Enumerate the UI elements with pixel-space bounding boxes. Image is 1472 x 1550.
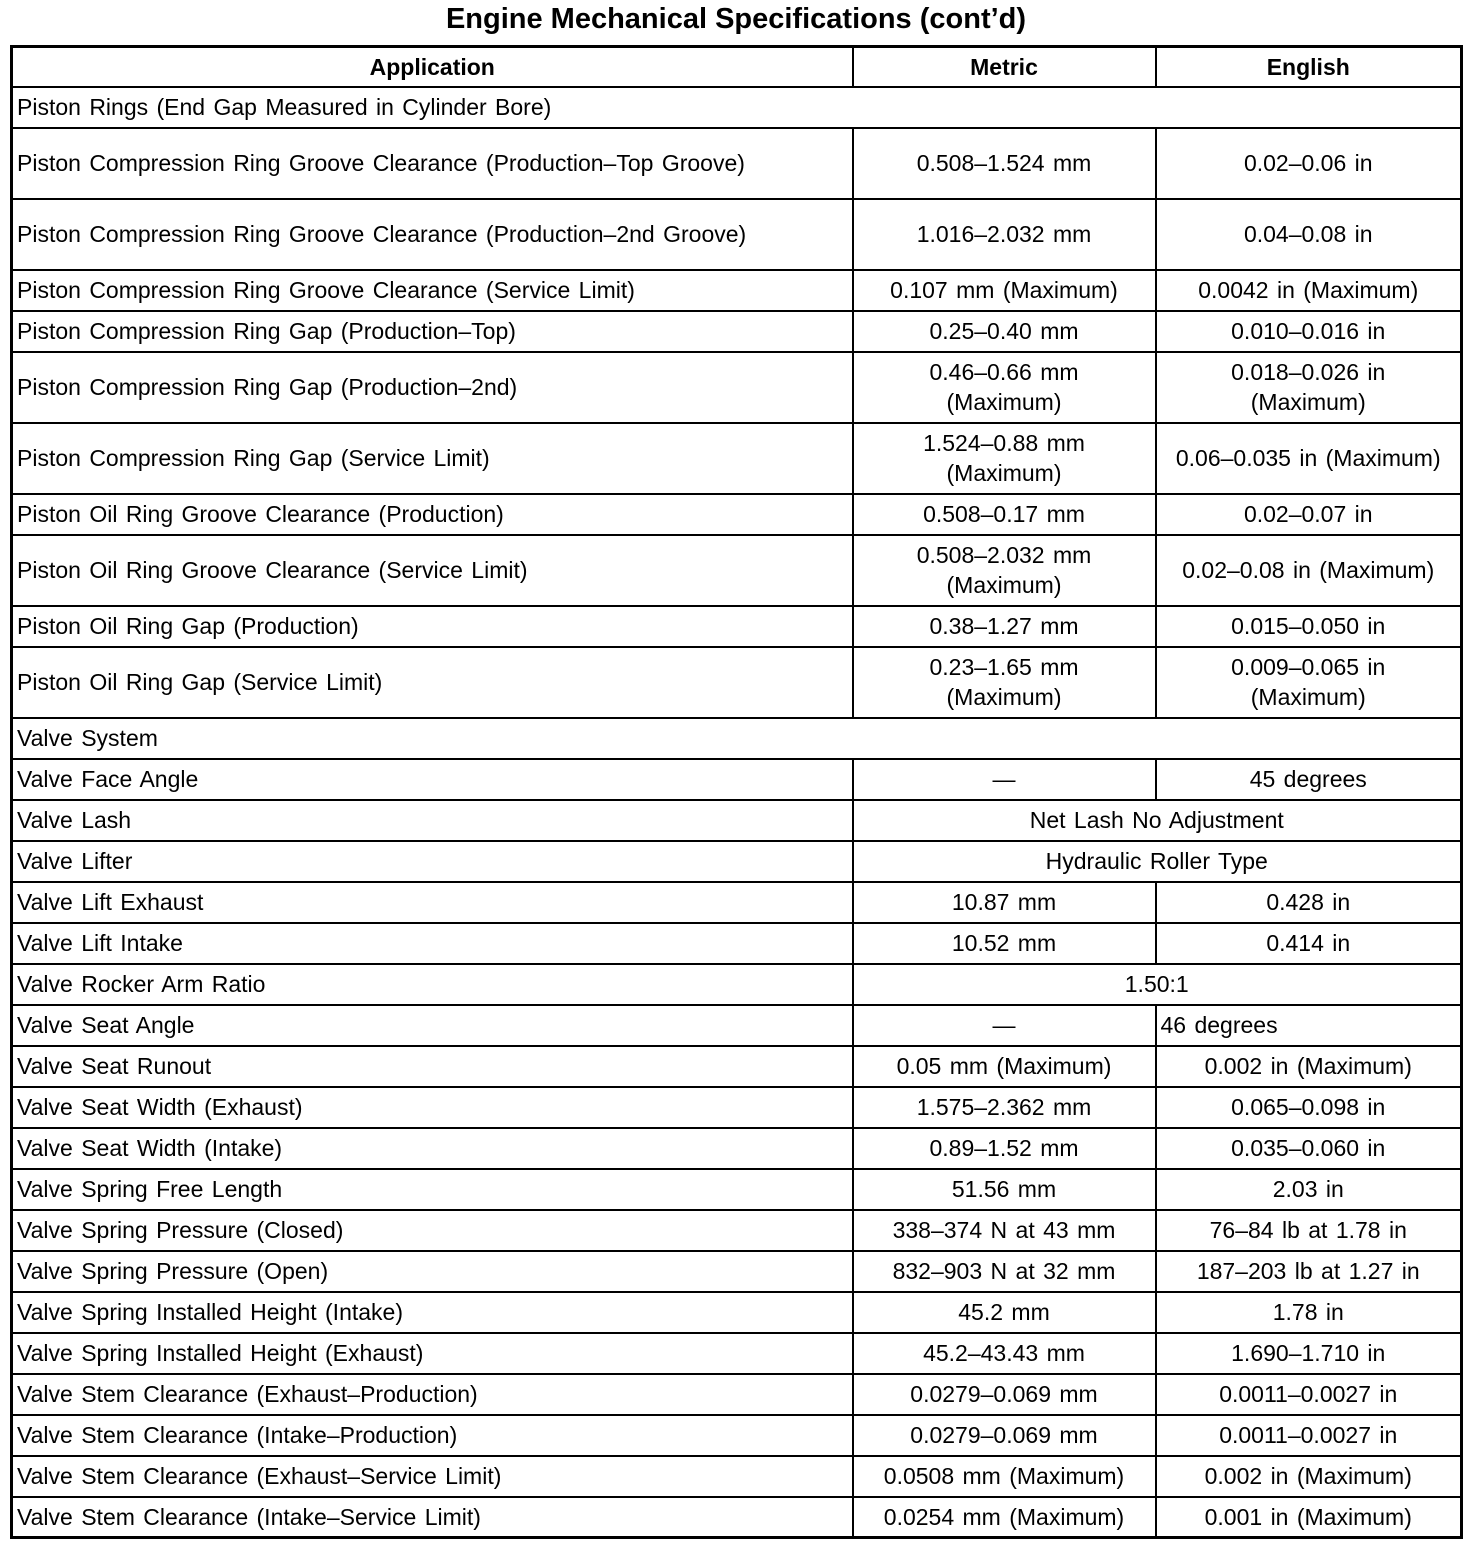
english-cell: 0.0042 in (Maximum) — [1156, 270, 1462, 311]
english-cell: 0.009–0.065 in (Maximum) — [1156, 647, 1462, 718]
application-cell: Valve Lifter — [12, 841, 853, 882]
application-cell: Valve Rocker Arm Ratio — [12, 964, 853, 1005]
table-row — [12, 128, 1462, 199]
table-row — [12, 1333, 1462, 1374]
table-row — [12, 1415, 1462, 1456]
header-english: English — [1156, 47, 1462, 87]
metric-cell: 832–903 N at 32 mm — [853, 1251, 1156, 1292]
application-cell: Valve Seat Runout — [12, 1046, 853, 1087]
header-metric: Metric — [853, 47, 1156, 87]
metric-cell: 0.23–1.65 mm (Maximum) — [853, 647, 1156, 718]
application-cell: Piston Oil Ring Gap (Service Limit) — [12, 647, 853, 718]
metric-cell: 10.52 mm — [853, 923, 1156, 964]
metric-cell: 1.524–0.88 mm (Maximum) — [853, 423, 1156, 494]
english-cell: 0.02–0.06 in — [1156, 128, 1462, 199]
table-row — [12, 800, 1462, 841]
table-body — [12, 87, 1462, 1538]
table-row — [12, 423, 1462, 494]
metric-cell: 0.25–0.40 mm — [853, 311, 1156, 352]
table-row — [12, 964, 1462, 1005]
specifications-table — [10, 45, 1463, 1539]
english-cell: 0.001 in (Maximum) — [1156, 1497, 1462, 1538]
metric-cell: 10.87 mm — [853, 882, 1156, 923]
application-cell: Piston Oil Ring Groove Clearance (Service Limit) — [12, 535, 853, 606]
metric-cell: 0.0508 mm (Maximum) — [853, 1456, 1156, 1497]
header-row — [12, 47, 1462, 87]
metric-cell: 45.2 mm — [853, 1292, 1156, 1333]
table-row — [12, 1497, 1462, 1538]
english-cell: 0.06–0.035 in (Maximum) — [1156, 423, 1462, 494]
table-row — [12, 494, 1462, 535]
metric-cell: 1.016–2.032 mm — [853, 199, 1156, 270]
english-cell: 45 degrees — [1156, 759, 1462, 800]
english-cell: 0.428 in — [1156, 882, 1462, 923]
english-cell: 0.002 in (Maximum) — [1156, 1456, 1462, 1497]
application-cell: Valve Spring Pressure (Closed) — [12, 1210, 853, 1251]
table-row — [12, 1169, 1462, 1210]
metric-cell: — — [853, 1005, 1156, 1046]
metric-cell: 0.38–1.27 mm — [853, 606, 1156, 647]
table-row — [12, 1087, 1462, 1128]
english-cell: 0.02–0.08 in (Maximum) — [1156, 535, 1462, 606]
metric-cell: 338–374 N at 43 mm — [853, 1210, 1156, 1251]
metric-cell: 0.0279–0.069 mm — [853, 1415, 1156, 1456]
table-row — [12, 535, 1462, 606]
metric-cell: 0.0254 mm (Maximum) — [853, 1497, 1156, 1538]
metric-cell: 51.56 mm — [853, 1169, 1156, 1210]
metric-cell: 0.508–0.17 mm — [853, 494, 1156, 535]
application-cell: Piston Compression Ring Gap (Production–Top) — [12, 311, 853, 352]
application-cell: Valve Spring Installed Height (Exhaust) — [12, 1333, 853, 1374]
english-cell: 76–84 lb at 1.78 in — [1156, 1210, 1462, 1251]
application-cell: Piston Compression Ring Groove Clearance (Production–Top Groove) — [12, 128, 853, 199]
application-cell: Valve Spring Installed Height (Intake) — [12, 1292, 853, 1333]
metric-cell: 0.508–2.032 mm (Maximum) — [853, 535, 1156, 606]
table-row — [12, 1210, 1462, 1251]
table-row — [12, 1292, 1462, 1333]
table-row — [12, 1374, 1462, 1415]
application-cell: Piston Compression Ring Groove Clearance (Production–2nd Groove) — [12, 199, 853, 270]
metric-cell: 0.107 mm (Maximum) — [853, 270, 1156, 311]
table-row — [12, 199, 1462, 270]
english-cell: 0.010–0.016 in — [1156, 311, 1462, 352]
metric-cell: 0.0279–0.069 mm — [853, 1374, 1156, 1415]
application-cell: Piston Compression Ring Gap (Service Limit) — [12, 423, 853, 494]
table-row — [12, 841, 1462, 882]
application-cell: Valve Face Angle — [12, 759, 853, 800]
application-cell: Valve Stem Clearance (Exhaust–Production) — [12, 1374, 853, 1415]
english-cell: 0.035–0.060 in — [1156, 1128, 1462, 1169]
application-cell: Valve Lift Exhaust — [12, 882, 853, 923]
section-row — [12, 718, 1462, 759]
application-cell: Valve Seat Width (Intake) — [12, 1128, 853, 1169]
english-cell: 0.04–0.08 in — [1156, 199, 1462, 270]
header-application: Application — [12, 47, 853, 87]
section-title: Valve System — [12, 718, 1462, 759]
table-row — [12, 270, 1462, 311]
english-cell: 0.02–0.07 in — [1156, 494, 1462, 535]
table-row — [12, 1128, 1462, 1169]
metric-cell: 0.508–1.524 mm — [853, 128, 1156, 199]
metric-cell: — — [853, 759, 1156, 800]
table-row — [12, 1251, 1462, 1292]
table-row — [12, 882, 1462, 923]
section-row — [12, 87, 1462, 128]
application-cell: Valve Spring Free Length — [12, 1169, 853, 1210]
application-cell: Valve Seat Width (Exhaust) — [12, 1087, 853, 1128]
english-cell: 0.015–0.050 in — [1156, 606, 1462, 647]
combined-value-cell: Net Lash No Adjustment — [853, 800, 1462, 841]
english-cell: 0.0011–0.0027 in — [1156, 1374, 1462, 1415]
application-cell: Piston Oil Ring Groove Clearance (Production) — [12, 494, 853, 535]
application-cell: Piston Compression Ring Groove Clearance (Service Limit) — [12, 270, 853, 311]
table-row — [12, 1046, 1462, 1087]
english-cell: 2.03 in — [1156, 1169, 1462, 1210]
page-title: Engine Mechanical Specifications (cont’d) — [445, 3, 1027, 35]
english-cell: 46 degrees — [1156, 1005, 1462, 1046]
table-row — [12, 923, 1462, 964]
application-cell: Valve Spring Pressure (Open) — [12, 1251, 853, 1292]
metric-cell: 0.46–0.66 mm (Maximum) — [853, 352, 1156, 423]
application-cell: Valve Lash — [12, 800, 853, 841]
table-row — [12, 311, 1462, 352]
english-cell: 1.690–1.710 in — [1156, 1333, 1462, 1374]
english-cell: 0.018–0.026 in (Maximum) — [1156, 352, 1462, 423]
combined-value-cell: Hydraulic Roller Type — [853, 841, 1462, 882]
application-cell: Valve Stem Clearance (Intake–Production) — [12, 1415, 853, 1456]
english-cell: 1.78 in — [1156, 1292, 1462, 1333]
application-cell: Valve Lift Intake — [12, 923, 853, 964]
metric-cell: 0.05 mm (Maximum) — [853, 1046, 1156, 1087]
application-cell: Piston Oil Ring Gap (Production) — [12, 606, 853, 647]
table-row — [12, 1005, 1462, 1046]
table-row — [12, 352, 1462, 423]
english-cell: 0.065–0.098 in — [1156, 1087, 1462, 1128]
english-cell: 0.002 in (Maximum) — [1156, 1046, 1462, 1087]
table-row — [12, 759, 1462, 800]
combined-value-cell: 1.50:1 — [853, 964, 1462, 1005]
application-cell: Piston Compression Ring Gap (Production–2nd) — [12, 352, 853, 423]
table-row — [12, 647, 1462, 718]
table-row — [12, 606, 1462, 647]
application-cell: Valve Stem Clearance (Exhaust–Service Limit) — [12, 1456, 853, 1497]
application-cell: Valve Seat Angle — [12, 1005, 853, 1046]
metric-cell: 0.89–1.52 mm — [853, 1128, 1156, 1169]
english-cell: 187–203 lb at 1.27 in — [1156, 1251, 1462, 1292]
english-cell: 0.0011–0.0027 in — [1156, 1415, 1462, 1456]
english-cell: 0.414 in — [1156, 923, 1462, 964]
section-title: Piston Rings (End Gap Measured in Cylinder Bore) — [12, 87, 1462, 128]
table-row — [12, 1456, 1462, 1497]
application-cell: Valve Stem Clearance (Intake–Service Limit) — [12, 1497, 853, 1538]
metric-cell: 45.2–43.43 mm — [853, 1333, 1156, 1374]
metric-cell: 1.575–2.362 mm — [853, 1087, 1156, 1128]
